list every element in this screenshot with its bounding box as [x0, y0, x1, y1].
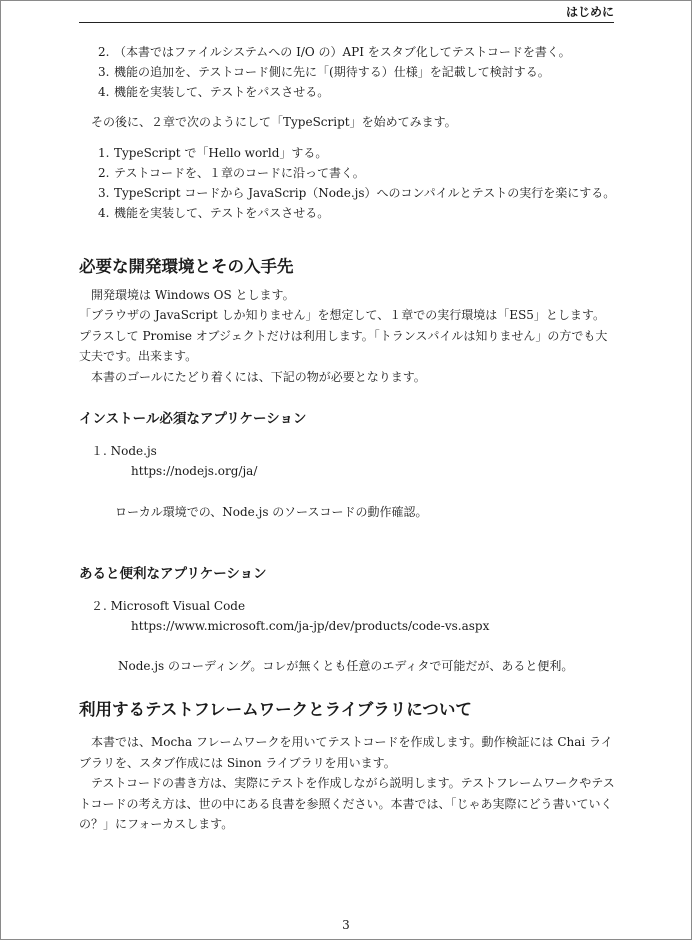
- steps-list-chapter1: [79, 42, 615, 102]
- app-description: ローカル環境での、Node.js のソースコードの動作確認。: [115, 505, 428, 519]
- paragraph: 本書のゴールにたどり着くには、下記の物が必要となります。: [91, 369, 426, 384]
- paragraph: テストコードの書き方は、実際にテストを作成しながら説明します。テストフレームワークやテストコードの考え方は、世の中にある良書を参照ください。本書では、「じゃあ実際にどう書いていくの？」にフォーカスします。: [79, 776, 615, 831]
- section-heading-required-apps: インストール必須なアプリケーション: [79, 411, 307, 427]
- section-heading-useful-apps: あると便利なアプリケーション: [79, 566, 267, 582]
- section-heading-environment: 必要な開発環境とその入手先: [79, 256, 294, 276]
- paragraph: 「ブラウザの JavaScript しか知りません」を想定して、１章での実行環境は「ES5」とします。プラスして Promise オブジェクトだけは利用します。「トランスパイルは知りません」の方でも大丈夫です。出来ます。: [79, 308, 608, 363]
- required-app-entry: [79, 441, 615, 522]
- list-item: 2. （本書ではファイルシステムへの I/O の）API をスタブ化してテストコードを書く。: [98, 45, 571, 59]
- app-description: Node.js のコーディング。コレが無くとも任意のエディタで可能だが、あると便利。: [118, 659, 574, 673]
- running-header: [79, 4, 614, 23]
- paragraph: 本書では、Mocha フレームワークを用いてテストコードを作成します。動作検証には Chai ライブラリを、スタブ作成には Sinon ライブラリを用います。: [79, 735, 613, 770]
- page-number: 3: [342, 918, 350, 932]
- intro-paragraph: その後に、２章で次のようにして「TypeScript」を始めてみます。: [91, 115, 457, 129]
- paragraph: 開発環境は Windows OS とします。: [91, 287, 295, 302]
- section-heading-frameworks: 利用するテストフレームワークとライブラリについて: [79, 700, 472, 719]
- app-url: https://www.microsoft.com/ja-jp/dev/products/code-vs.aspx: [131, 619, 490, 633]
- list-item: 2. テストコードを、１章のコードに沿って書く。: [98, 165, 365, 180]
- page-body: [79, 42, 615, 835]
- app-url: https://nodejs.org/ja/: [131, 464, 258, 478]
- app-name: ２. Microsoft Visual Code: [91, 599, 246, 613]
- running-header-title: はじめに: [565, 5, 614, 19]
- environment-text: [79, 285, 615, 388]
- list-item: 4. 機能を実装して、テストをパスさせる。: [98, 85, 330, 99]
- steps-list-chapter2: [79, 143, 615, 223]
- list-item: 3. 機能の追加を、テストコード側に先に「(期待する）仕様」を記載して検討する。: [98, 65, 550, 79]
- app-name: １. Node.js: [91, 444, 157, 458]
- frameworks-text: [79, 732, 615, 835]
- list-item: 4. 機能を実装して、テストをパスさせる。: [98, 205, 330, 220]
- list-item: 3. TypeScript コードから JavaScrip（Node.js）へのコンパイルとテストの実行を楽にする。: [98, 185, 616, 200]
- useful-app-entry: [79, 596, 615, 676]
- list-item: 1. TypeScript で「Hello world」する。: [98, 145, 328, 160]
